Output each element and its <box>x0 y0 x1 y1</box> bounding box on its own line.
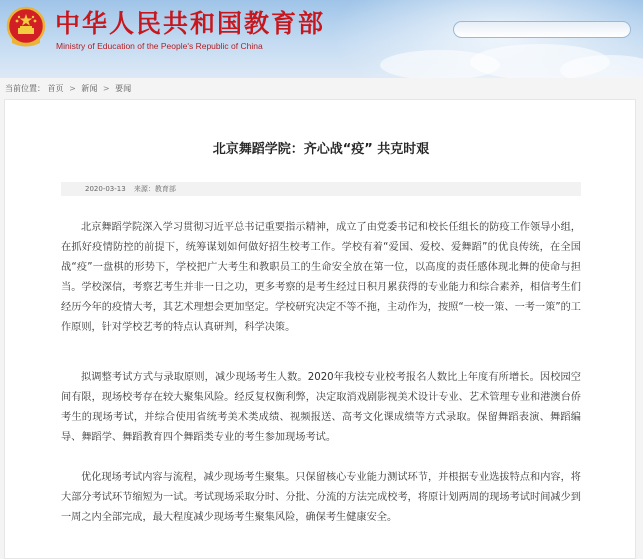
article-paragraph: 拟调整考试方式与录取原则，减少现场考生人数。2020年我校专业校考报名人数比上年度有所增长。因校园空间有限，现场校考存在较大聚集风险。经反复权衡利弊，决定取消戏剧影视美术设计专业、艺术管理专业和港澳台侨考生的现场考试，并综合使用省统考美术类成绩、视频报送、高考文化课成绩等方式录取。保留舞蹈表演、舞蹈编导、舞蹈学、舞蹈教育四个舞蹈类专业的考生参加现场考试。 <box>61 372 581 443</box>
national-emblem-icon[interactable] <box>6 6 46 48</box>
breadcrumb-home-link[interactable]: 首页 <box>47 84 64 93</box>
article-paragraph: 优化现场考试内容与流程，减少现场考生聚集。只保留核心专业能力测试环节，并根据专业选拔特点和内容，将大部分考试环节缩短为一试。考试现场采取分时、分批、分流的方法完成校考，将原计划两周的现场考试时间减少到一周之内全部完成，最大程度减少现场考生聚集风险，确保考生健康安全。 <box>61 472 581 523</box>
breadcrumb <box>5 83 131 94</box>
breadcrumb-separator-icon: > <box>102 84 110 93</box>
breadcrumb-headlines-link[interactable]: 要闻 <box>115 84 132 93</box>
article-panel <box>4 99 636 559</box>
search-input[interactable] <box>453 21 631 38</box>
breadcrumb-news-link[interactable]: 新闻 <box>81 84 98 93</box>
article-date: 2020-03-13 <box>85 185 126 193</box>
site-subtitle: Ministry of Education of the People's Republic of China <box>56 41 263 51</box>
article-paragraph: 北京舞蹈学院深入学习贯彻习近平总书记重要指示精神，成立了由党委书记和校长任组长的防疫工作领导小组，在抓好疫情防控的前提下，统筹谋划如何做好招生校考工作。学校有着“爱国、爱校、爱舞蹈”的优良传统，在全国战“疫”一盘棋的形势下，学校把广大考生和教职员工的生命安全放在第一位，以高度的责任感体现北舞的使命与担当。学校深信，考察艺考生并非一日之功，更多考察的是考生经过日积月累获得的专业能力和综合素养，相信考生们经历今年的疫情大考，其艺术理想会更加坚定。学校研究决定不等不拖，主动作为，按照“一校一策、一考一策”的工作原则，针对学校艺考的特点认真研判，科学决策。 <box>61 222 581 333</box>
breadcrumb-separator-icon: > <box>69 84 76 93</box>
article-meta <box>61 182 581 196</box>
site-title[interactable]: 中华人民共和国教育部 <box>55 9 326 38</box>
article-title: 北京舞蹈学院：齐心战“疫” 共克时艰 <box>212 142 430 157</box>
article-source: 来源：教育部 <box>133 185 176 193</box>
breadcrumb-label: 当前位置： <box>5 84 45 93</box>
site-header <box>0 0 643 78</box>
